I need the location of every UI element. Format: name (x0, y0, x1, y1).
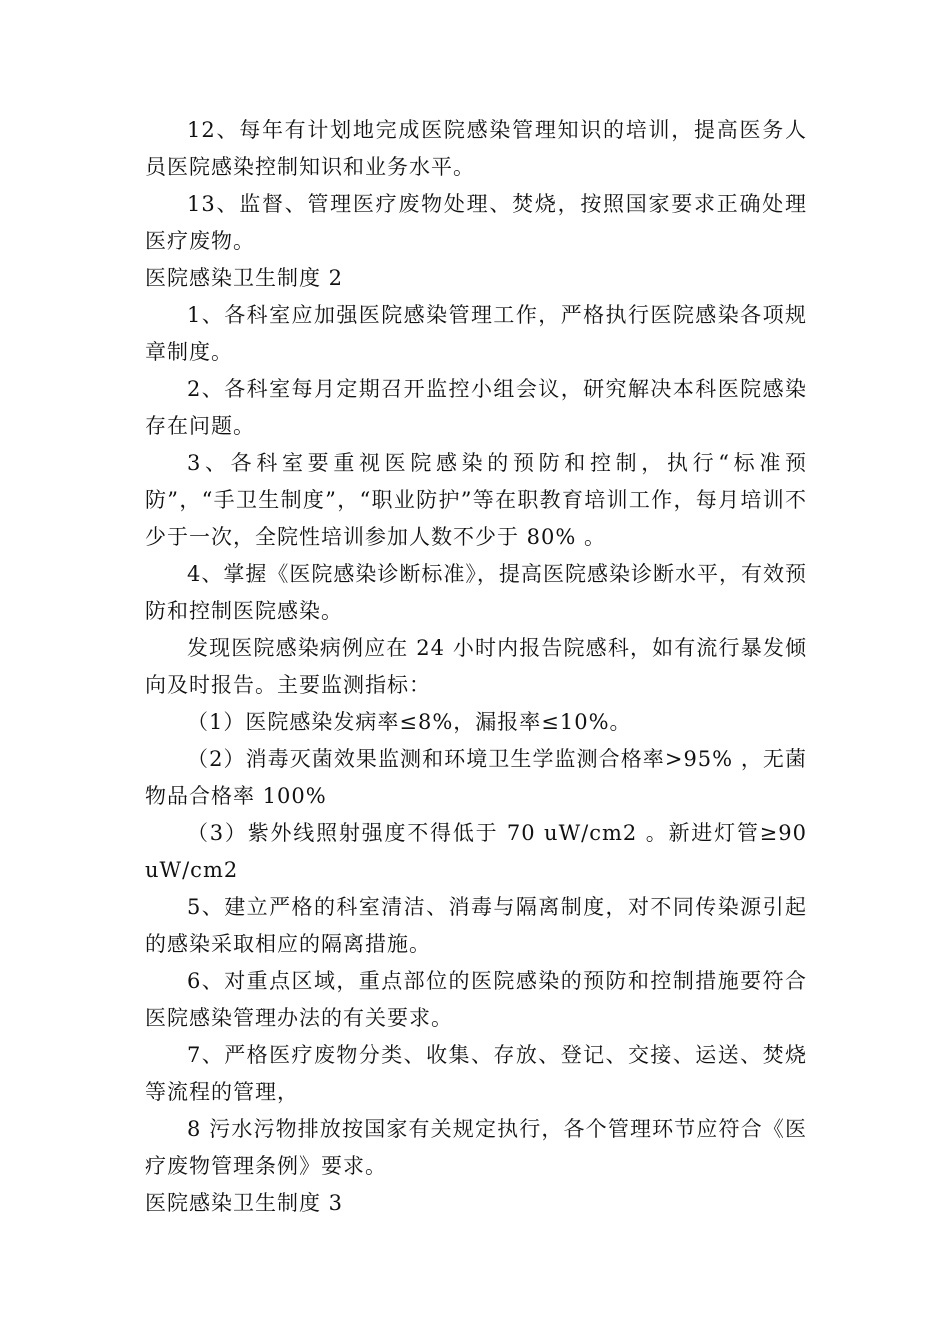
paragraph-item-13: 13、监督、管理医疗废物处理、焚烧，按照国家要求正确处理医疗废物。 (145, 192, 807, 253)
paragraph-item-1: 1、各科室应加强医院感染管理工作，严格执行医院感染各项规章制度。 (145, 303, 807, 364)
paragraph-item-12: 12、每年有计划地完成医院感染管理知识的培训，提高医务人员医院感染控制知识和业务水平。 (145, 118, 807, 179)
section-heading-3: 医院感染卫生制度 3 (145, 1191, 344, 1215)
paragraph-item-5: 5、建立严格的科室清洁、消毒与隔离制度，对不同传染源引起的感染采取相应的隔离措施。 (145, 895, 807, 956)
paragraph-item-2: 2、各科室每月定期召开监控小组会议，研究解决本科医院感染存在问题。 (145, 377, 807, 438)
indicator-2: （2）消毒灭菌效果监测和环境卫生学监测合格率>95% ，无菌物品合格率 100% (145, 747, 807, 808)
paragraph-item-4: 4、掌握《医院感染诊断标准》，提高医院感染诊断水平，有效预防和控制医院感染。 (145, 562, 807, 623)
section-heading-2: 医院感染卫生制度 2 (145, 266, 344, 290)
indicator-1: （1）医院感染发病率≤8%，漏报率≤10%。 (187, 710, 632, 734)
paragraph-item-3: 3、各科室要重视医院感染的预防和控制，执行“标准预防”，“手卫生制度”，“职业防护”等在职教育培训工作，每月培训不少于一次，全院性培训参加人数不少于 80% 。 (145, 451, 807, 549)
paragraph-item-6: 6、对重点区域，重点部位的医院感染的预防和控制措施要符合医院感染管理办法的有关要求。 (145, 969, 807, 1030)
paragraph-item-8: 8 污水污物排放按国家有关规定执行，各个管理环节应符合《医疗废物管理条例》要求。 (145, 1117, 807, 1178)
paragraph-item-7: 7、严格医疗废物分类、收集、存放、登记、交接、运送、焚烧等流程的管理， (145, 1043, 807, 1104)
paragraph-reporting: 发现医院感染病例应在 24 小时内报告院感科，如有流行暴发倾向及时报告。主要监测指标： (145, 636, 807, 697)
indicator-3: （3）紫外线照射强度不得低于 70 uW/cm2 。新进灯管≥90 uW/cm2 (145, 821, 807, 882)
